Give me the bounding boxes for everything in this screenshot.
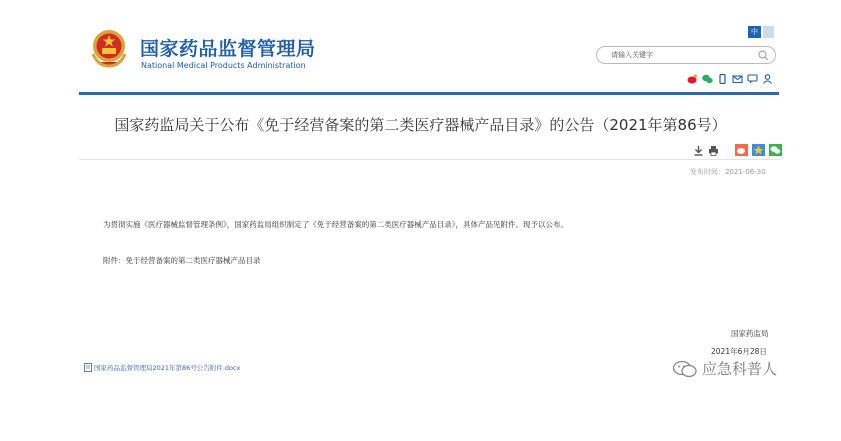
- attachment-file-link[interactable]: [84, 363, 240, 372]
- attachment-line: 附件：免于经营备案的第二类医疗器械产品目录: [103, 256, 261, 265]
- mail-icon[interactable]: [732, 69, 743, 79]
- page-title: 国家药监局关于公布《免于经营备案的第二类医疗器械产品目录》的公告（2021年第86号）: [114, 116, 727, 134]
- wechat-watermark-icon: [672, 360, 698, 378]
- language-toggle-chinese[interactable]: 中: [748, 26, 761, 38]
- article-paragraph: 为贯彻实施《医疗器械监督管理条例》，国家药监局组织制定了《免于经营备案的第二类医疗器械产品目录》，具体产品见附件。现予以公布。: [103, 220, 568, 229]
- search-icon[interactable]: [758, 50, 769, 61]
- print-icon[interactable]: [708, 145, 719, 156]
- national-emblem-icon: [90, 28, 128, 70]
- signature-date: 2021年6月28日: [711, 347, 767, 356]
- search-input[interactable]: [611, 49, 751, 61]
- site-name-english[interactable]: National Medical Products Administration: [141, 61, 306, 70]
- download-icon[interactable]: [693, 145, 704, 156]
- user-icon[interactable]: [762, 69, 773, 79]
- watermark: [672, 358, 777, 379]
- article-tools: [693, 144, 782, 156]
- social-links: [687, 69, 773, 79]
- signature-organization: 国家药监局: [731, 329, 769, 338]
- document-icon: [84, 363, 92, 372]
- wechat-icon[interactable]: [702, 69, 713, 79]
- publish-date-label: 发布时间：: [690, 168, 725, 176]
- watermark-text: 应急科普人: [702, 360, 778, 378]
- title-divider: [79, 159, 779, 160]
- message-icon[interactable]: [747, 69, 758, 79]
- attachment-file-name[interactable]: 国家药品监督管理局2021年第86号公告附件.docx: [94, 364, 241, 372]
- site-name-chinese[interactable]: 国家药品监督管理局: [140, 38, 316, 60]
- publish-date-value: 2021-06-30: [725, 168, 766, 176]
- site-header: [0, 0, 841, 93]
- share-qzone-icon[interactable]: [752, 144, 765, 156]
- share-weibo-icon[interactable]: [735, 144, 748, 156]
- weibo-icon[interactable]: [687, 69, 698, 79]
- share-wechat-icon[interactable]: [769, 144, 782, 156]
- search-box: [596, 46, 776, 64]
- header-divider: [79, 92, 779, 95]
- publish-date: [690, 167, 766, 177]
- mobile-icon[interactable]: [717, 69, 728, 79]
- language-toggle-english[interactable]: [763, 26, 774, 38]
